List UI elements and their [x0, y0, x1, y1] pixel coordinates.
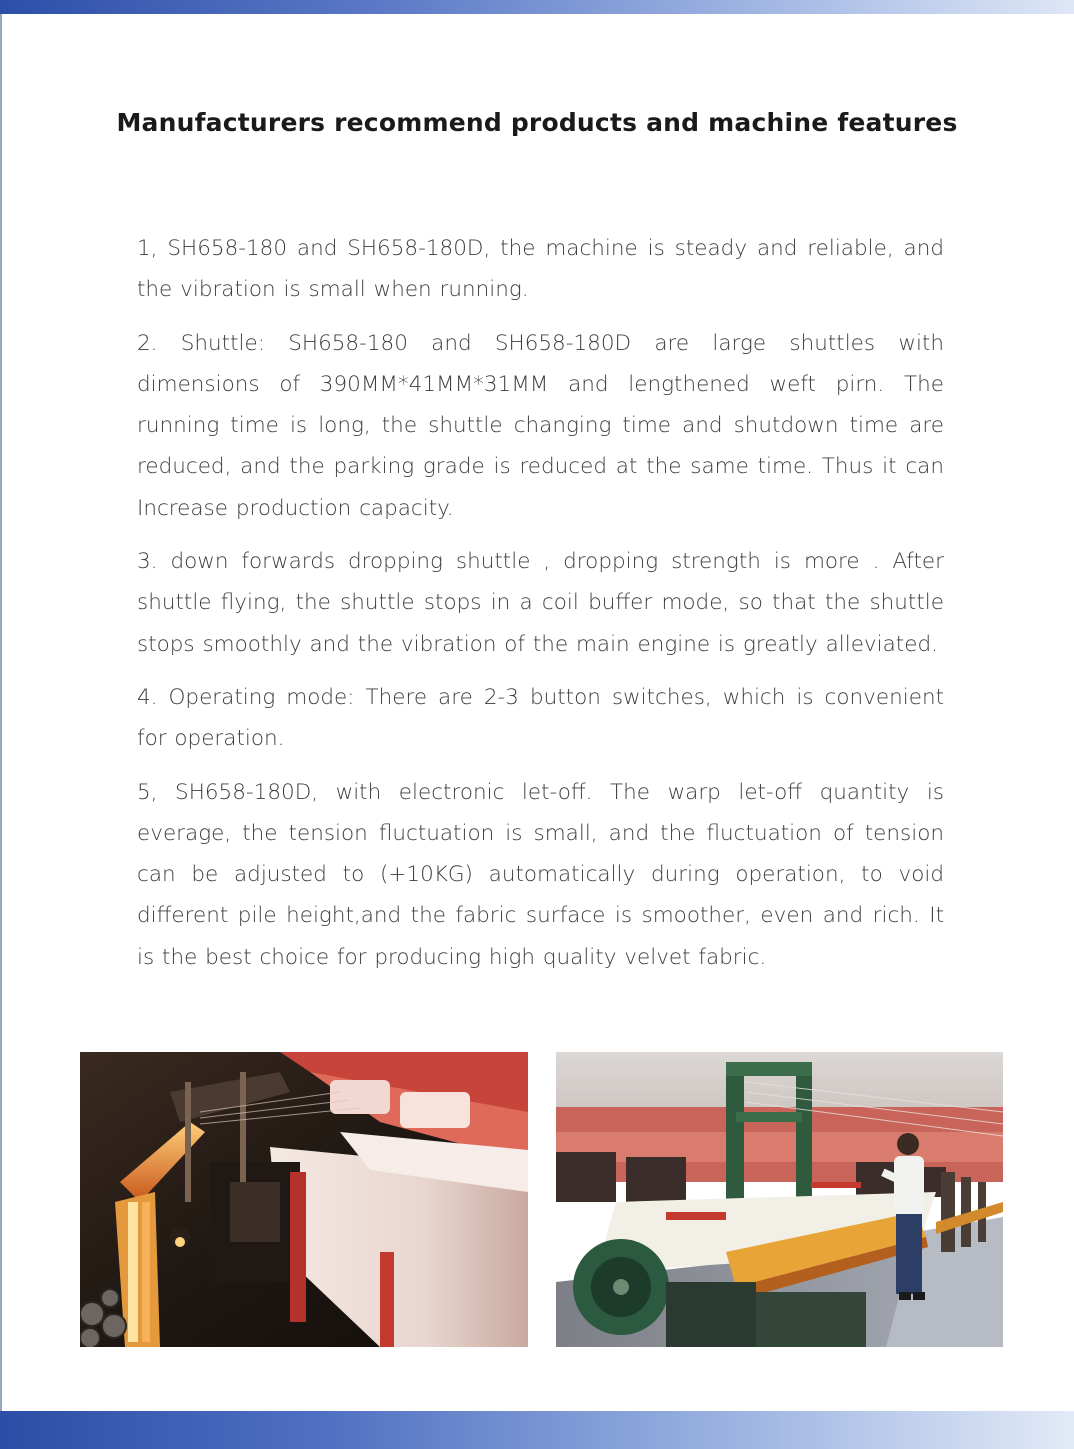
page-title: Manufacturers recommend products and machine features [116, 108, 958, 137]
loom-closeup-photo [80, 1052, 528, 1347]
factory-floor-photo [556, 1052, 1003, 1347]
feature-paragraph-1: 1, SH658-180 and SH658-180D, the machine is steady and reliable, and the vibration is small when running. [137, 236, 944, 303]
feature-list [137, 228, 944, 990]
left-edge-line [0, 14, 2, 1411]
feature-paragraph-4: 4. Operating mode: There are 2-3 button switches, which is convenient for operation. [137, 684, 944, 752]
feature-paragraph-3: 3. down forwards dropping shuttle , dropping strength is more . After shuttle flying, the shuttle stops in a coil buffer mode, so that the shuttle stops smoothly and the vibration of the main engine is greatly alleviated. [137, 549, 944, 657]
bottom-accent-bar [0, 1411, 1074, 1449]
feature-paragraph-2: 2. Shuttle: SH658-180 and SH658-180D are large shuttles with dimensions of 390MM*41MM*31MM and lengthened weft pirn. The running time is long, the shuttle changing time and shutdown time are reduced, and the parking grade is reduced at the same time. Thus it can Increase production capacity. [137, 330, 944, 521]
feature-paragraph-5: 5, SH658-180D, with electronic let-off. The warp let-off quantity is everage, the tension fluctuation is small, and the fluctuation of tension can be adjusted to (+10KG) automatically during operation, to void different pile height,and the fabric surface is smoother, even and rich. It is the best choice for producing high quality velvet fabric. [137, 779, 944, 970]
top-accent-bar [0, 0, 1074, 14]
